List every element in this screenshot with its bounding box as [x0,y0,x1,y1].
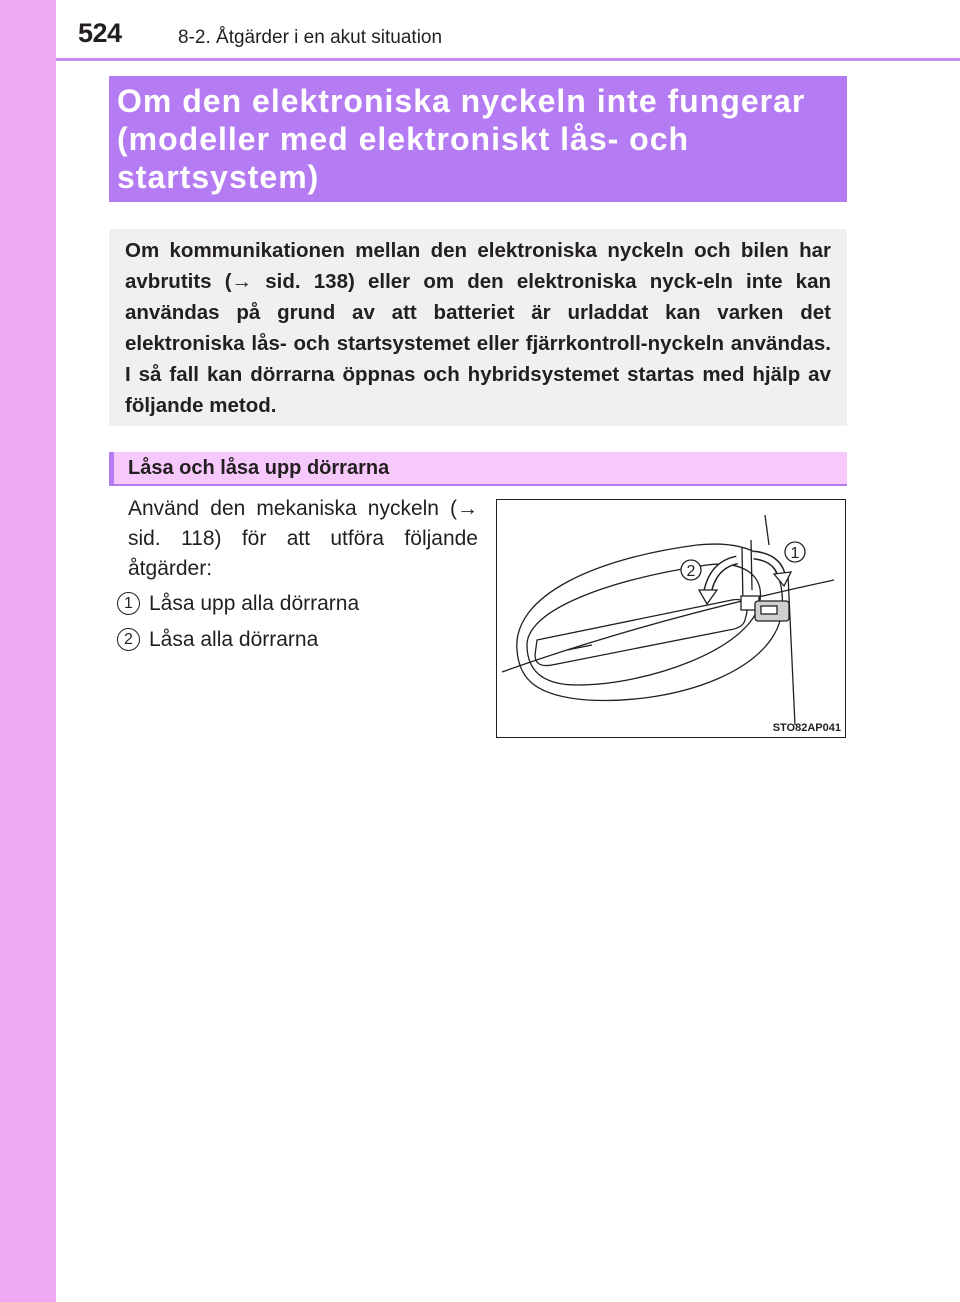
page-title [117,82,839,196]
title-box [109,76,847,202]
intro-box [109,229,847,426]
step-number-badge: 1 [117,592,140,615]
step-item [117,591,359,617]
subsection-heading-label: Låsa och låsa upp dörrarna [128,457,390,479]
door-handle-icon [535,600,747,666]
title-line: (modeller med elektroniskt lås- och [117,121,690,157]
body-text-part: Använd den mekaniska nyckeln ( [128,497,457,520]
step-number-badge: 2 [117,628,140,651]
step-text: Låsa alla dörrarna [149,628,319,651]
step-item [117,627,318,653]
door-line-icon [502,580,834,672]
door-handle-drawing [497,500,845,737]
section-title: 8-2. Åtgärder i en akut situation [178,27,443,48]
arrow-icon: → [231,270,253,293]
figure-code: STO82AP041 [772,722,841,734]
callout-label: 2 [686,563,696,580]
body-text-part: sid. 118) för att utföra följande åtgärder: [128,527,478,580]
title-line: Om den elektroniska nyckeln inte fungerar [117,83,806,119]
side-tab-strip [0,0,56,1302]
page-number: 524 [78,18,122,48]
intro-text-part: sid. 138) eller om den elektroniska nyck-eln inte kan användas på grund av att batteriet är urladdat kan varken det elektroniska lås- och startsystemet eller fjärrkontroll-nyckeln användas. I så fall kan dörrarna öppnas och hybridsystemet startas med hjälp av följande metod. [125,270,831,417]
intro-paragraph [125,235,831,421]
title-line: startsystem) [117,159,320,195]
intro-text-part: Om kommunikationen mellan den elektroniska nyckeln och bilen har avbrutits ( [125,239,831,293]
step-text: Låsa upp alla dörrarna [149,592,360,615]
header-rule [56,58,960,61]
callout-label: 1 [790,545,800,562]
subsection-body [128,494,478,584]
subsection-heading [109,452,847,486]
door-handle-illustration [496,499,846,738]
leader-line-icon [788,575,795,725]
heading-accent-bar [109,452,114,484]
arrow-icon: → [457,497,478,520]
